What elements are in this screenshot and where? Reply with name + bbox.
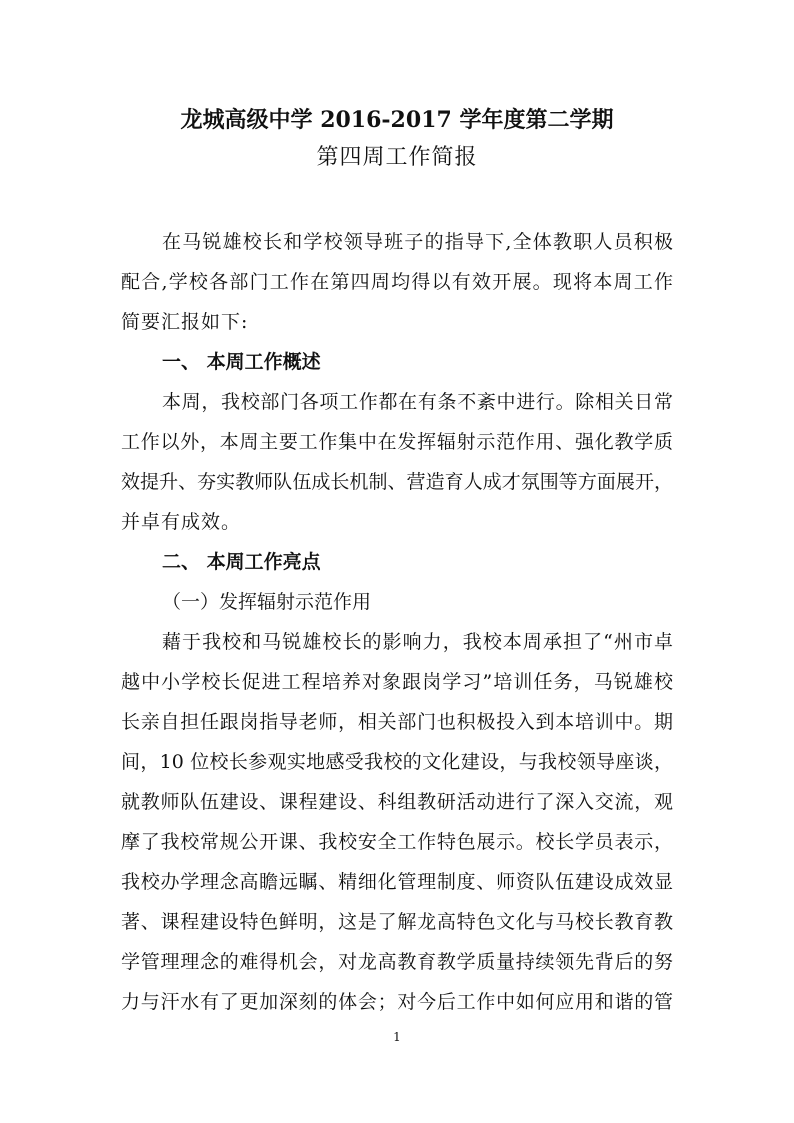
paragraph-line: 长亲自担任跟岗指导老师，相关部门也积极投入到本培训中。期 xyxy=(121,711,673,733)
paragraph-line: 我校办学理念高瞻远瞩、精细化管理制度、师资队伍建设成效显 xyxy=(121,871,673,893)
paragraph-line: 工作以外，本周主要工作集中在发挥辐射示范作用、强化教学质 xyxy=(121,431,673,453)
paragraph-line: 配合,学校各部门工作在第四周均得以有效开展。现将本周工作 xyxy=(121,271,673,293)
document-title: 龙城高级中学 2016-2017 学年度第二学期 xyxy=(180,107,614,133)
subsection-heading: （一）发挥辐射示范作用 xyxy=(162,591,372,613)
paragraph-line: 间，10 位校长参观实地感受我校的文化建设，与我校领导座谈， xyxy=(121,751,673,773)
document-subtitle: 第四周工作简报 xyxy=(316,145,478,170)
paragraph-line: 越中小学校长促进工程培养对象跟岗学习”培训任务，马锐雄校 xyxy=(121,671,673,693)
paragraph-line: 力与汗水有了更加深刻的体会；对今后工作中如何应用和谐的管 xyxy=(121,991,673,1013)
highlights-paragraph xyxy=(121,622,673,1022)
overview-paragraph xyxy=(121,382,673,542)
paragraph-line: 著、课程建设特色鲜明，这是了解龙高特色文化与马校长教育教 xyxy=(121,911,673,933)
paragraph-line: 藉于我校和马锐雄校长的影响力，我校本周承担了“州市卓 xyxy=(162,631,673,653)
paragraph-line: 本周，我校部门各项工作都在有条不紊中进行。除相关日常 xyxy=(162,391,673,413)
intro-paragraph xyxy=(121,222,673,342)
page-number: 1 xyxy=(393,1030,401,1044)
paragraph-line: 简要汇报如下: xyxy=(121,311,249,333)
section-heading-overview: 一、 本周工作概述 xyxy=(162,351,321,373)
section-heading-highlights: 二、 本周工作亮点 xyxy=(162,551,321,573)
document-body xyxy=(121,222,673,1022)
paragraph-line: 效提升、夯实教师队伍成长机制、营造育人成才氛围等方面展开， xyxy=(121,471,673,493)
paragraph-line: 就教师队伍建设、课程建设、科组教研活动进行了深入交流，观 xyxy=(121,791,673,813)
paragraph-line: 在马锐雄校长和学校领导班子的指导下,全体教职人员积极 xyxy=(162,231,673,253)
paragraph-line: 摩了我校常规公开课、我校安全工作特色展示。校长学员表示， xyxy=(121,831,673,853)
paragraph-line: 学管理理念的难得机会，对龙高教育教学质量持续领先背后的努 xyxy=(121,951,673,973)
paragraph-line: 并卓有成效。 xyxy=(121,511,242,533)
